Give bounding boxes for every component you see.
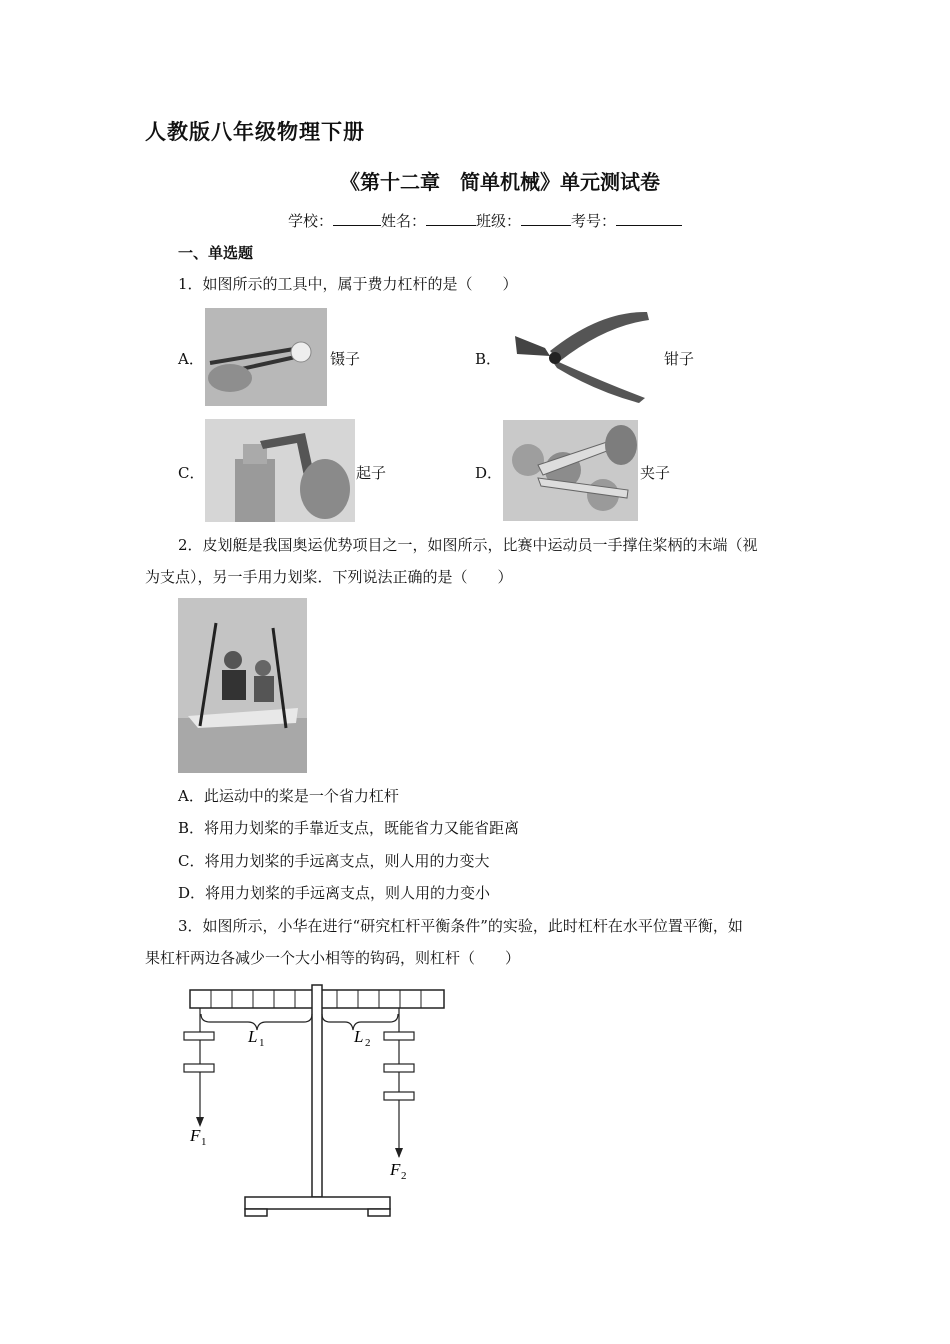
l1-subscript: 1 (259, 1037, 265, 1049)
name-blank[interactable] (426, 211, 476, 226)
student-info-line (0, 210, 950, 231)
school-blank[interactable] (333, 211, 381, 226)
q1-option-a-caption: 镊子 (330, 350, 361, 368)
stand-pole (312, 985, 322, 1197)
q2-option-b: B．将用力划桨的手靠近支点，既能省力又能省距离 (178, 819, 520, 837)
l2-subscript: 2 (365, 1037, 371, 1049)
nutcracker-image (503, 420, 638, 521)
f1-subscript: 1 (201, 1136, 207, 1148)
exam-no-label: 考号： (571, 212, 617, 230)
right-weight-1 (384, 1032, 414, 1040)
canoe-image (178, 598, 307, 773)
header-title: 人教版八年级物理下册 (145, 120, 365, 144)
q2-option-c: C．将用力划桨的手远离支点，则人用的力变大 (178, 852, 490, 870)
document-title: 《第十二章 简单机械》单元测试卷 (340, 170, 660, 194)
q1-option-d-caption: 夹子 (640, 464, 671, 482)
stand-base (245, 1197, 390, 1209)
q1-option-a-label: A． (178, 350, 204, 368)
bottle-opener-image (205, 419, 355, 522)
left-weight-2 (184, 1064, 214, 1072)
q1-stem: 1．如图所示的工具中，属于费力杠杆的是（ ） (178, 275, 518, 293)
name-label: 姓名： (380, 212, 426, 230)
l2-label: L (354, 1027, 364, 1046)
q3-stem-line1: 3．如图所示，小华在进行“研究杠杆平衡条件”的实验，此时杠杆在水平位置平衡，如 (178, 917, 743, 935)
q1-option-c-label: C． (178, 464, 205, 482)
q1-option-b-caption: 钳子 (664, 350, 695, 368)
right-weight-3 (384, 1092, 414, 1100)
l1-label: L (248, 1027, 258, 1046)
q2-stem-line2: 为支点），另一手用力划桨．下列说法正确的是（ ） (145, 568, 513, 586)
q3-stem-line2: 果杠杆两边各减少一个大小相等的钩码，则杠杆（ ） (145, 949, 521, 967)
class-label: 班级： (476, 212, 522, 230)
f2-label: F (390, 1160, 401, 1179)
f1-label: F (190, 1126, 201, 1145)
school-label: 学校： (287, 212, 333, 230)
lever-diagram (180, 980, 460, 1220)
q1-option-c-caption: 起子 (356, 464, 387, 482)
q2-option-a: A．此运动中的桨是一个省力杠杆 (178, 787, 399, 805)
tweezers-image (205, 308, 327, 406)
left-weight-1 (184, 1032, 214, 1040)
right-weight-2 (384, 1064, 414, 1072)
q1-option-b-label: B． (475, 350, 502, 368)
section-heading: 一、单选题 (178, 244, 254, 262)
q2-stem-line1: 2．皮划艇是我国奥运优势项目之一，如图所示，比赛中运动员一手撑住桨柄的末端（视 (178, 536, 758, 554)
class-blank[interactable] (521, 211, 571, 226)
q1-option-d-label: D． (475, 464, 503, 482)
q2-option-d: D．将用力划桨的手远离支点，则人用的力变小 (178, 884, 491, 902)
exam-no-blank[interactable] (616, 211, 682, 226)
pliers-image (505, 306, 653, 404)
f2-subscript: 2 (401, 1170, 407, 1182)
